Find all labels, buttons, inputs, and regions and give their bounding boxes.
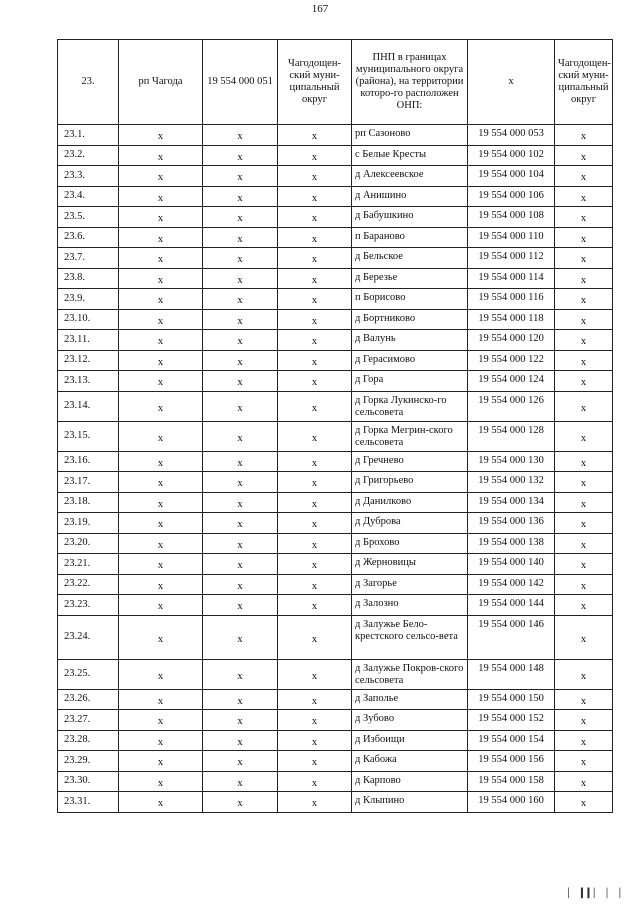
x-cell: х (278, 371, 352, 392)
row-number: 23.16. (58, 451, 119, 472)
table-row (58, 289, 613, 310)
row-number: 23.12. (58, 350, 119, 371)
x-cell: х (119, 289, 203, 310)
row-number: 23.11. (58, 330, 119, 351)
x-cell: х (555, 248, 613, 269)
x-cell: х (555, 771, 613, 792)
x-cell: х (203, 207, 278, 228)
x-cell: х (555, 289, 613, 310)
okato-code: 19 554 000 146 (468, 615, 555, 659)
row-number: 23.23. (58, 595, 119, 616)
x-cell: х (278, 248, 352, 269)
x-cell: х (119, 145, 203, 166)
x-cell: х (119, 615, 203, 659)
x-cell: х (203, 554, 278, 575)
x-cell: х (203, 659, 278, 689)
okato-code: 19 554 000 110 (468, 227, 555, 248)
table-row (58, 421, 613, 451)
table-row (58, 451, 613, 472)
x-cell: х (203, 730, 278, 751)
header-number: 23. (58, 40, 119, 125)
okato-code: 19 554 000 160 (468, 792, 555, 813)
settlement-name: д Зубово (352, 710, 468, 731)
header-x: х (468, 40, 555, 125)
settlement-name: с Белые Кресты (352, 145, 468, 166)
x-cell: х (119, 792, 203, 813)
table-row (58, 472, 613, 493)
x-cell: х (119, 391, 203, 421)
row-number: 23.5. (58, 207, 119, 228)
x-cell: х (555, 391, 613, 421)
settlement-name: д Залужье Бело-крестского сельсо-вета (352, 615, 468, 659)
okato-code: 19 554 000 140 (468, 554, 555, 575)
x-cell: х (278, 289, 352, 310)
x-cell: х (278, 730, 352, 751)
x-cell: х (278, 533, 352, 554)
settlement-name: п Борисово (352, 289, 468, 310)
x-cell: х (555, 451, 613, 472)
x-cell: х (278, 689, 352, 710)
x-cell: х (278, 513, 352, 534)
table-row (58, 350, 613, 371)
x-cell: х (555, 268, 613, 289)
x-cell: х (203, 166, 278, 187)
x-cell: х (119, 166, 203, 187)
table-row (58, 125, 613, 146)
settlement-name: д Избоищи (352, 730, 468, 751)
settlement-name: д Алексеевское (352, 166, 468, 187)
x-cell: х (278, 771, 352, 792)
table-row (58, 751, 613, 772)
x-cell: х (203, 421, 278, 451)
x-cell: х (555, 659, 613, 689)
settlement-name: д Залозно (352, 595, 468, 616)
x-cell: х (203, 227, 278, 248)
row-number: 23.7. (58, 248, 119, 269)
okato-code: 19 554 000 128 (468, 421, 555, 451)
okato-code: 19 554 000 142 (468, 574, 555, 595)
x-cell: х (119, 371, 203, 392)
x-cell: х (203, 309, 278, 330)
x-cell: х (278, 792, 352, 813)
x-cell: х (203, 751, 278, 772)
x-cell: х (119, 472, 203, 493)
table-row (58, 166, 613, 187)
x-cell: х (555, 574, 613, 595)
x-cell: х (203, 371, 278, 392)
header-onp-description: ПНП в границах муниципального округа (района), на территории которо-го расположен ОНП: (352, 40, 468, 125)
x-cell: х (203, 792, 278, 813)
row-number: 23.2. (58, 145, 119, 166)
row-number: 23.17. (58, 472, 119, 493)
okato-code: 19 554 000 053 (468, 125, 555, 146)
x-cell: х (555, 792, 613, 813)
x-cell: х (203, 595, 278, 616)
x-cell: х (278, 145, 352, 166)
settlement-name: д Заполье (352, 689, 468, 710)
x-cell: х (555, 554, 613, 575)
table-row (58, 771, 613, 792)
x-cell: х (278, 574, 352, 595)
x-cell: х (555, 615, 613, 659)
x-cell: х (278, 309, 352, 330)
x-cell: х (203, 451, 278, 472)
header-okrug: Чагодощен-ский муни-ципальный округ (555, 40, 613, 125)
settlement-name: д Григорьево (352, 472, 468, 493)
row-number: 23.21. (58, 554, 119, 575)
x-cell: х (119, 451, 203, 472)
table-row (58, 268, 613, 289)
okato-code: 19 554 000 122 (468, 350, 555, 371)
settlement-name: рп Сазоново (352, 125, 468, 146)
x-cell: х (278, 186, 352, 207)
x-cell: х (119, 125, 203, 146)
x-cell: х (119, 186, 203, 207)
table-row (58, 145, 613, 166)
okato-code: 19 554 000 136 (468, 513, 555, 534)
settlement-name: д Березье (352, 268, 468, 289)
x-cell: х (203, 248, 278, 269)
x-cell: х (119, 574, 203, 595)
table-row (58, 615, 613, 659)
x-cell: х (203, 186, 278, 207)
table-row (58, 248, 613, 269)
table-row (58, 186, 613, 207)
x-cell: х (119, 554, 203, 575)
x-cell: х (119, 248, 203, 269)
scan-marks: ▏ ▍▍▏ ▏ ▏ (568, 889, 626, 899)
settlement-name: д Кабожа (352, 751, 468, 772)
x-cell: х (203, 771, 278, 792)
x-cell: х (119, 595, 203, 616)
x-cell: х (555, 207, 613, 228)
header-settlement: рп Чагода (119, 40, 203, 125)
settlement-name: д Жерновицы (352, 554, 468, 575)
x-cell: х (278, 421, 352, 451)
x-cell: х (278, 595, 352, 616)
x-cell: х (203, 710, 278, 731)
okato-code: 19 554 000 108 (468, 207, 555, 228)
okato-code: 19 554 000 152 (468, 710, 555, 731)
x-cell: х (203, 330, 278, 351)
x-cell: х (119, 533, 203, 554)
okato-code: 19 554 000 150 (468, 689, 555, 710)
okato-code: 19 554 000 120 (468, 330, 555, 351)
x-cell: х (203, 268, 278, 289)
x-cell: х (278, 554, 352, 575)
row-number: 23.30. (58, 771, 119, 792)
table-row (58, 689, 613, 710)
table-header-row (58, 40, 613, 125)
okato-code: 19 554 000 104 (468, 166, 555, 187)
x-cell: х (555, 227, 613, 248)
table-row (58, 492, 613, 513)
x-cell: х (119, 659, 203, 689)
okato-code: 19 554 000 102 (468, 145, 555, 166)
row-number: 23.15. (58, 421, 119, 451)
settlement-name: д Залужье Покров-ского сельсовета (352, 659, 468, 689)
x-cell: х (119, 751, 203, 772)
okato-code: 19 554 000 134 (468, 492, 555, 513)
x-cell: х (203, 689, 278, 710)
settlement-name: д Гречнево (352, 451, 468, 472)
x-cell: х (555, 751, 613, 772)
okato-code: 19 554 000 112 (468, 248, 555, 269)
x-cell: х (119, 268, 203, 289)
x-cell: х (203, 350, 278, 371)
x-cell: х (278, 391, 352, 421)
x-cell: х (555, 309, 613, 330)
x-cell: х (278, 268, 352, 289)
table-row (58, 391, 613, 421)
x-cell: х (119, 330, 203, 351)
table-row (58, 730, 613, 751)
x-cell: х (555, 730, 613, 751)
settlement-name: д Анишино (352, 186, 468, 207)
okato-code: 19 554 000 114 (468, 268, 555, 289)
x-cell: х (555, 371, 613, 392)
x-cell: х (119, 513, 203, 534)
row-number: 23.18. (58, 492, 119, 513)
settlement-name: д Горка Лукинско-го сельсовета (352, 391, 468, 421)
settlement-name: д Брохово (352, 533, 468, 554)
x-cell: х (203, 289, 278, 310)
x-cell: х (119, 730, 203, 751)
x-cell: х (555, 350, 613, 371)
row-number: 23.6. (58, 227, 119, 248)
row-number: 23.31. (58, 792, 119, 813)
row-number: 23.28. (58, 730, 119, 751)
x-cell: х (119, 771, 203, 792)
settlement-name: п Бараново (352, 227, 468, 248)
okato-code: 19 554 000 144 (468, 595, 555, 616)
x-cell: х (203, 533, 278, 554)
row-number: 23.13. (58, 371, 119, 392)
x-cell: х (278, 710, 352, 731)
table-row (58, 554, 613, 575)
x-cell: х (555, 513, 613, 534)
okato-code: 19 554 000 156 (468, 751, 555, 772)
okato-code: 19 554 000 130 (468, 451, 555, 472)
x-cell: х (203, 513, 278, 534)
x-cell: х (203, 145, 278, 166)
okato-code: 19 554 000 158 (468, 771, 555, 792)
x-cell: х (203, 391, 278, 421)
row-number: 23.29. (58, 751, 119, 772)
x-cell: х (278, 492, 352, 513)
x-cell: х (203, 574, 278, 595)
okato-code: 19 554 000 116 (468, 289, 555, 310)
table-row (58, 371, 613, 392)
header-code: 19 554 000 051 (203, 40, 278, 125)
settlement-name: д Дуброва (352, 513, 468, 534)
settlements-table (57, 39, 613, 813)
x-cell: х (555, 330, 613, 351)
settlement-name: д Данилково (352, 492, 468, 513)
x-cell: х (278, 125, 352, 146)
x-cell: х (555, 125, 613, 146)
row-number: 23.25. (58, 659, 119, 689)
okato-code: 19 554 000 154 (468, 730, 555, 751)
table-row (58, 227, 613, 248)
x-cell: х (555, 166, 613, 187)
x-cell: х (119, 207, 203, 228)
table-row (58, 574, 613, 595)
table-row (58, 710, 613, 731)
header-municipality: Чагодощен-ский муни-ципальный округ (278, 40, 352, 125)
table-row (58, 659, 613, 689)
settlement-name: д Валунь (352, 330, 468, 351)
table-row (58, 330, 613, 351)
x-cell: х (203, 472, 278, 493)
okato-code: 19 554 000 132 (468, 472, 555, 493)
x-cell: х (278, 207, 352, 228)
x-cell: х (555, 710, 613, 731)
row-number: 23.10. (58, 309, 119, 330)
row-number: 23.9. (58, 289, 119, 310)
x-cell: х (203, 615, 278, 659)
table-row (58, 533, 613, 554)
row-number: 23.22. (58, 574, 119, 595)
settlement-name: д Бельское (352, 248, 468, 269)
settlement-name: д Гора (352, 371, 468, 392)
row-number: 23.19. (58, 513, 119, 534)
settlement-name: д Карпово (352, 771, 468, 792)
x-cell: х (278, 659, 352, 689)
row-number: 23.1. (58, 125, 119, 146)
settlement-name: д Загорье (352, 574, 468, 595)
x-cell: х (203, 492, 278, 513)
okato-code: 19 554 000 138 (468, 533, 555, 554)
x-cell: х (119, 492, 203, 513)
table-row (58, 792, 613, 813)
x-cell: х (119, 309, 203, 330)
table-row (58, 207, 613, 228)
x-cell: х (278, 227, 352, 248)
okato-code: 19 554 000 118 (468, 309, 555, 330)
x-cell: х (555, 595, 613, 616)
settlement-name: д Клыпино (352, 792, 468, 813)
row-number: 23.27. (58, 710, 119, 731)
x-cell: х (278, 472, 352, 493)
row-number: 23.26. (58, 689, 119, 710)
x-cell: х (555, 689, 613, 710)
x-cell: х (278, 751, 352, 772)
settlement-name: д Бортниково (352, 309, 468, 330)
okato-code: 19 554 000 126 (468, 391, 555, 421)
okato-code: 19 554 000 124 (468, 371, 555, 392)
row-number: 23.24. (58, 615, 119, 659)
x-cell: х (555, 492, 613, 513)
table-row (58, 595, 613, 616)
row-number: 23.14. (58, 391, 119, 421)
x-cell: х (119, 421, 203, 451)
x-cell: х (119, 689, 203, 710)
page-number: 167 (311, 3, 329, 15)
x-cell: х (278, 350, 352, 371)
x-cell: х (555, 145, 613, 166)
x-cell: х (119, 350, 203, 371)
x-cell: х (278, 615, 352, 659)
x-cell: х (555, 472, 613, 493)
x-cell: х (555, 421, 613, 451)
row-number: 23.8. (58, 268, 119, 289)
x-cell: х (555, 533, 613, 554)
x-cell: х (278, 166, 352, 187)
x-cell: х (119, 710, 203, 731)
x-cell: х (278, 451, 352, 472)
okato-code: 19 554 000 148 (468, 659, 555, 689)
x-cell: х (555, 186, 613, 207)
settlement-name: д Бабушкино (352, 207, 468, 228)
row-number: 23.4. (58, 186, 119, 207)
row-number: 23.3. (58, 166, 119, 187)
row-number: 23.20. (58, 533, 119, 554)
x-cell: х (203, 125, 278, 146)
okato-code: 19 554 000 106 (468, 186, 555, 207)
table-row (58, 513, 613, 534)
x-cell: х (119, 227, 203, 248)
settlement-name: д Горка Мегрин-ского сельсовета (352, 421, 468, 451)
x-cell: х (278, 330, 352, 351)
table-row (58, 309, 613, 330)
settlement-name: д Герасимово (352, 350, 468, 371)
